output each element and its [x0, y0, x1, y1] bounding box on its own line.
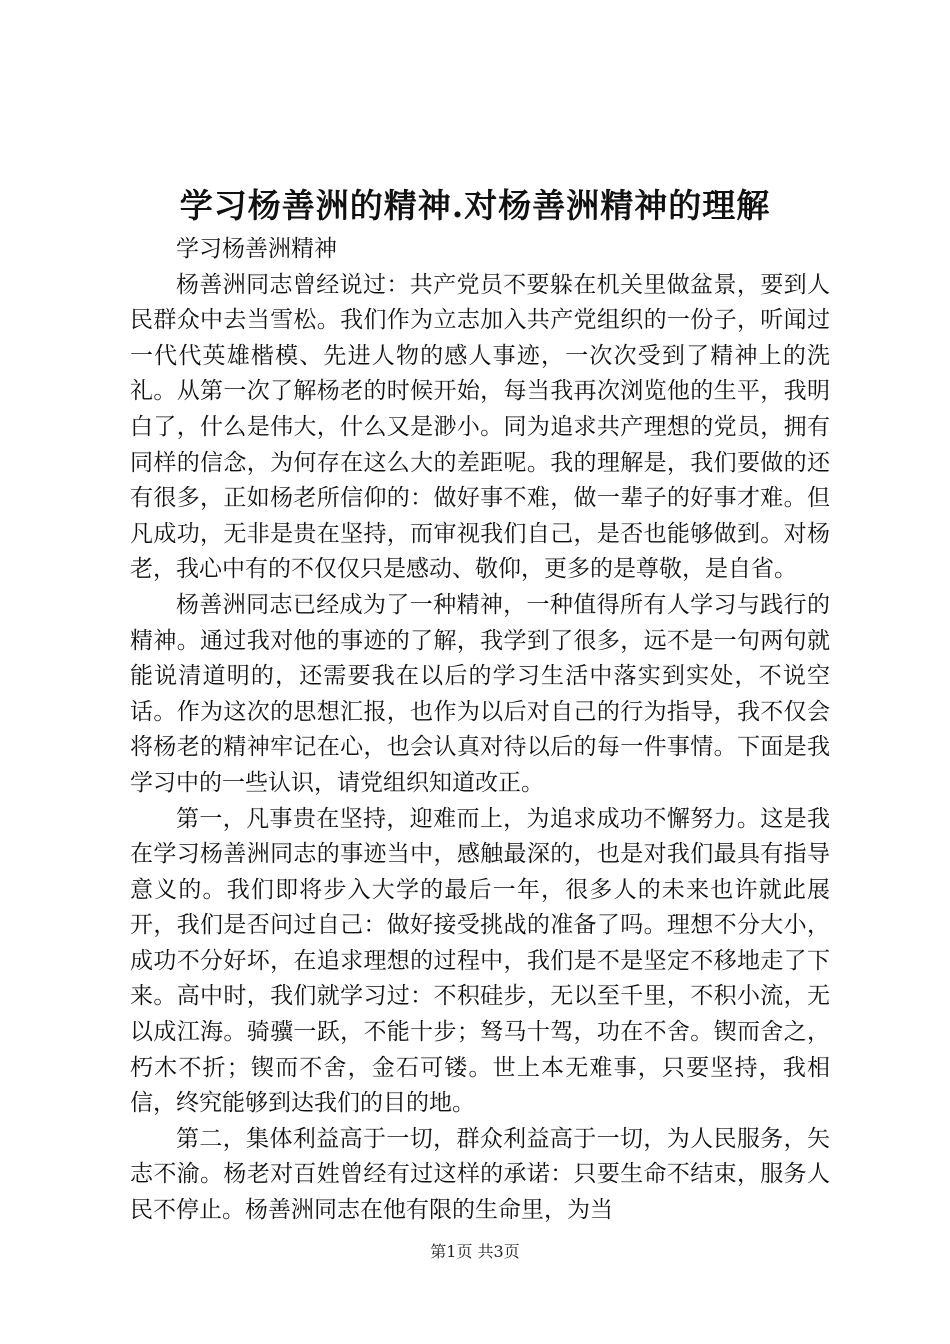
- paragraph: 杨善洲同志已经成为了一种精神，一种值得所有人学习与践行的精神。通过我对他的事迹的了解，我学到了很多，远不是一句两句就能说清道明的，还需要我在以后的学习生活中落实到实处，不说空话。作为这次的思想汇报，也作为以后对自己的行为指导，我不仅会将杨老的精神牢记在心，也会认真对待以后的每一件事情。下面是我学习中的一些认识，请党组织知道改正。: [130, 591, 830, 796]
- paragraph: 第二，集体利益高于一切，群众利益高于一切，为人民服务，矢志不渝。杨老对百姓曾经有过这样的承诺：只要生命不结束，服务人民不停止。杨善洲同志在他有限的生命里，为当: [130, 1125, 830, 1224]
- document-subtitle: 学习杨善洲精神: [176, 236, 337, 262]
- paragraph: 第一，凡事贵在坚持，迎难而上，为追求成功不懈努力。这是我在学习杨善洲同志的事迹当中，感触最深的，也是对我们最具有指导意义的。我们即将步入大学的最后一年，很多人的未来也许就此展开，我们是否问过自己：做好接受挑战的准备了吗。理想不分大小，成功不分好坏，在追求理想的过程中，我们是不是坚定不移地走了下来。高中时，我们就学习过：不积硅步，无以至千里，不积小流，无以成江海。骑骥一跃，不能十步；驽马十驾，功在不舍。锲而舍之，朽木不折；锲而不舍，金石可镂。世上本无难事，只要坚持，我相信，终究能够到达我们的目的地。: [130, 805, 830, 1117]
- page-number-footer: 第1页 共3页: [430, 1242, 520, 1261]
- document-body: [130, 232, 830, 1229]
- paragraph: 杨善洲同志曾经说过：共产党员不要躲在机关里做盆景，要到人民群众中去当雪松。我们作为立志加入共产党组织的一份子，听闻过一代代英雄楷模、先进人物的感人事迹，一次次受到了精神上的洗礼。从第一次了解杨老的时候开始，每当我再次浏览他的生平，我明白了，什么是伟大，什么又是渺小。同为追求共产理想的党员，拥有同样的信念，为何存在这么大的差距呢。我的理解是，我们要做的还有很多，正如杨老所信仰的：做好事不难，做一辈子的好事才难。但凡成功，无非是贵在坚持，而审视我们自己，是否也能够做到。对杨老，我心中有的不仅仅只是感动、敬仰，更多的是尊敬，是自省。: [130, 271, 830, 583]
- document-title: 学习杨善洲的精神.对杨善洲精神的理解: [179, 186, 771, 225]
